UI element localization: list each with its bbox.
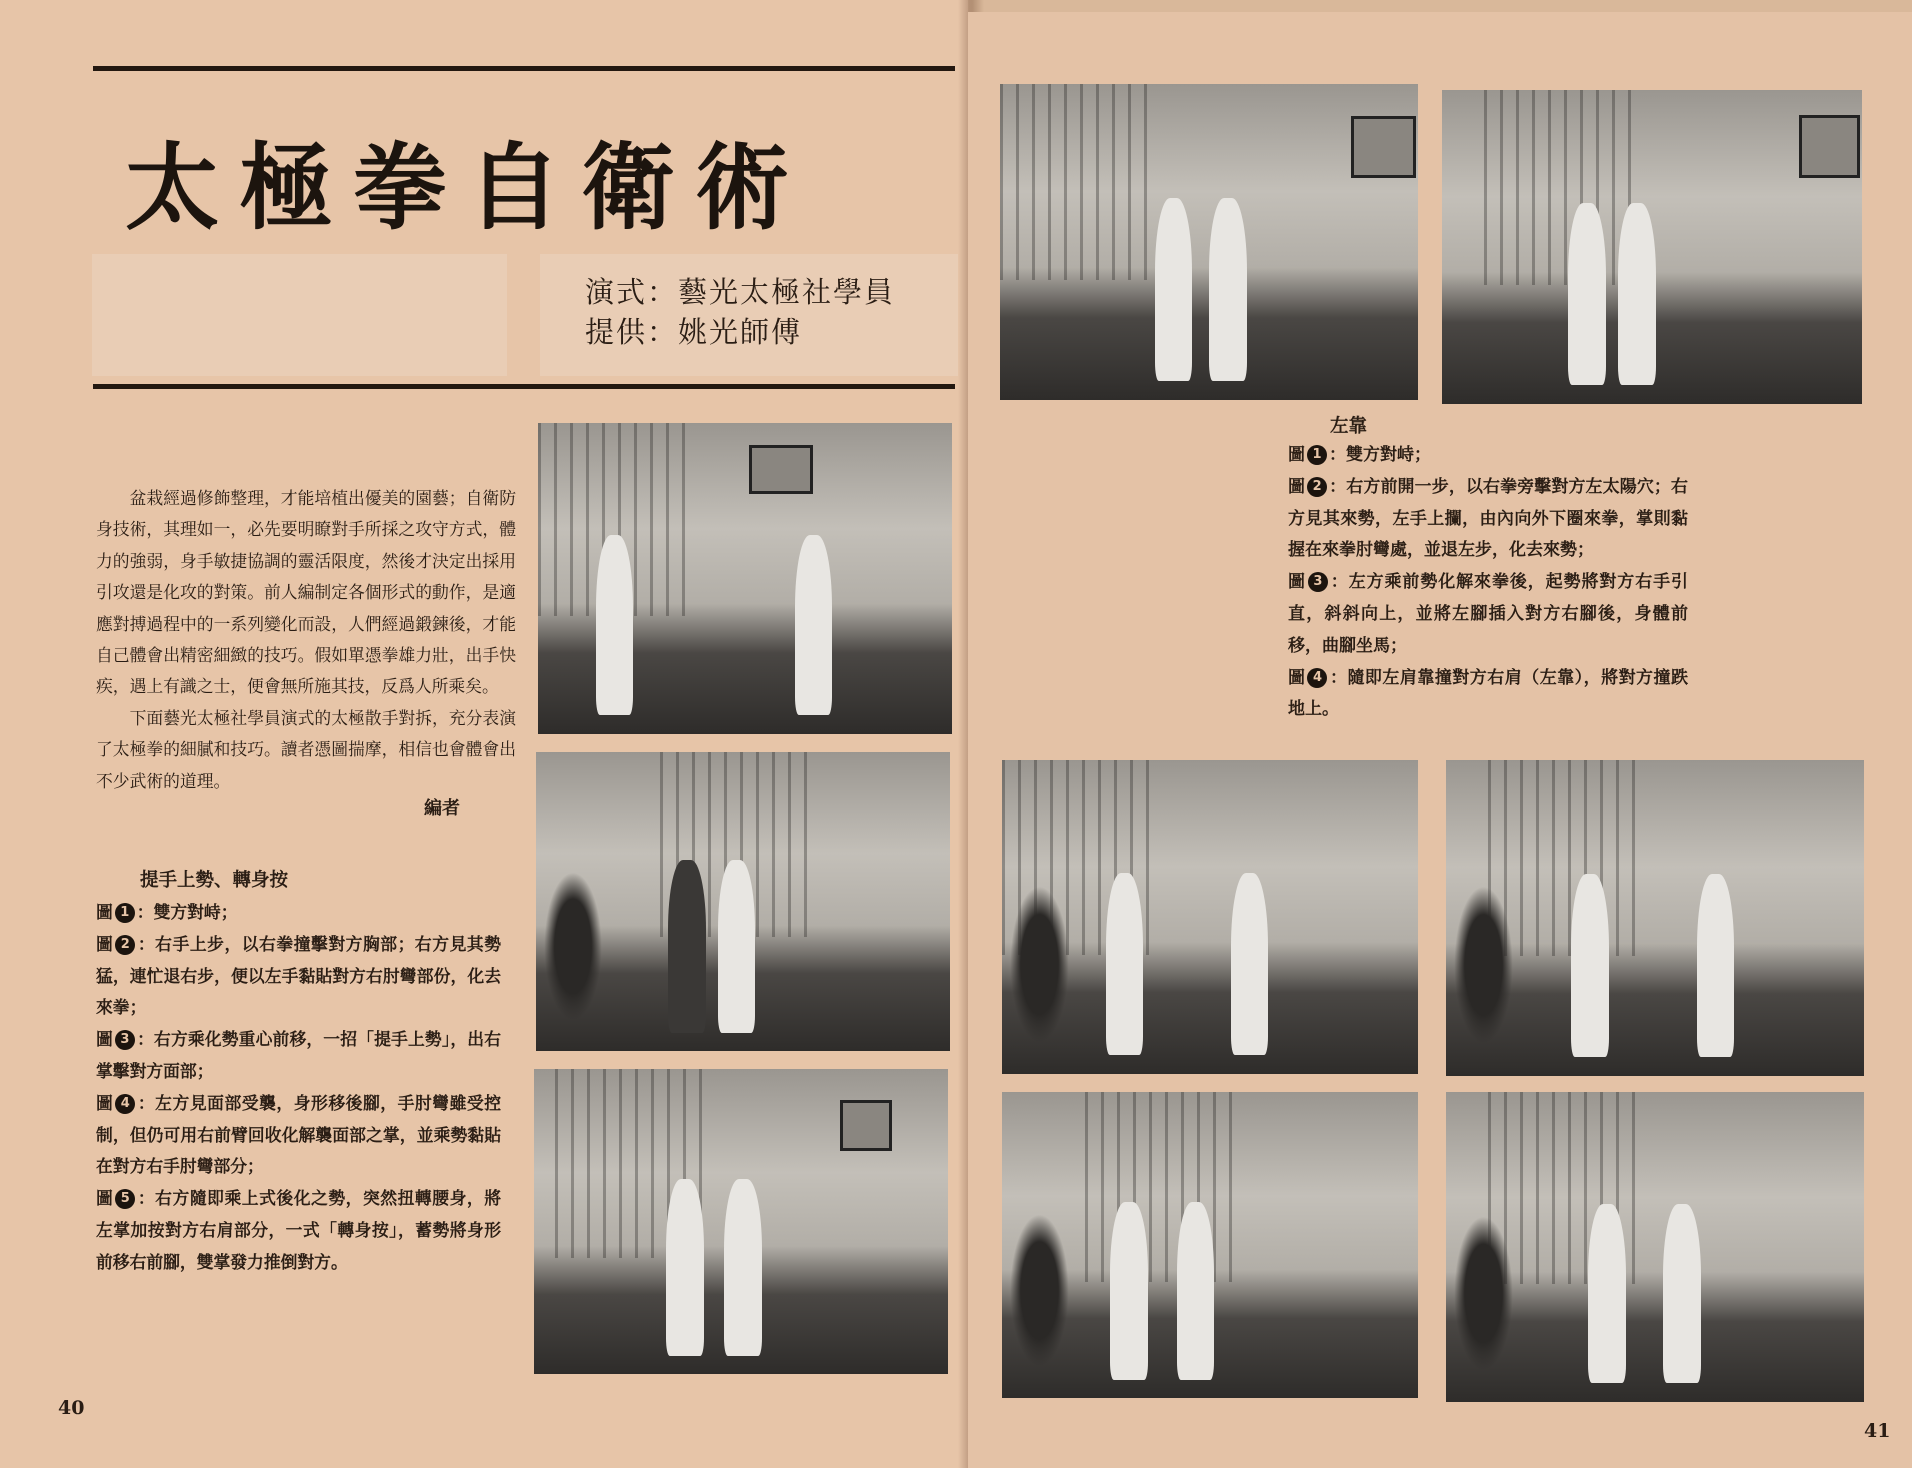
step-number: 1 <box>1307 445 1327 465</box>
step-number: 2 <box>115 935 135 955</box>
section2-steps <box>1288 440 1688 726</box>
section1-steps <box>96 897 501 1279</box>
photo-left-1 <box>538 423 952 734</box>
article-title: 太極拳自衛術 <box>125 134 810 243</box>
credit-provider <box>585 310 802 351</box>
list-item <box>96 897 501 929</box>
step-label: 圖 <box>1288 476 1306 497</box>
page-number-right: 41 <box>1864 1420 1891 1442</box>
list-item <box>96 1024 501 1088</box>
step-number: 2 <box>1307 477 1327 497</box>
step-label: 圖 <box>1288 445 1305 465</box>
step-number: 3 <box>115 1030 135 1050</box>
step-label: 圖 <box>1288 572 1306 593</box>
section2-title: 左靠 <box>1330 416 1368 437</box>
photo-left-3 <box>534 1069 948 1374</box>
list-item <box>1288 472 1688 567</box>
step-label: 圖 <box>96 1092 114 1113</box>
photo-right-6 <box>1446 1092 1864 1402</box>
step-number: 1 <box>115 903 135 923</box>
step-text: ：右方前開一步，以右拳旁擊對方左太陽穴；右方見其來勢，左手上攔，由內向外下圈來拳，掌則黏握在來拳肘彎處，並退左步，化去來勢； <box>1288 476 1689 561</box>
step-text: ：右方乘化勢重心前移，一招「提手上勢」，出右掌擊對方面部； <box>96 1029 501 1081</box>
photo-right-4 <box>1446 760 1864 1076</box>
step-text: ：右手上步，以右拳撞擊對方胸部；右方見其勢猛，連忙退右步，便以左手黏貼對方右肘彎部份，化去來拳； <box>96 933 501 1018</box>
list-item <box>96 1183 501 1278</box>
top-rule <box>93 66 955 71</box>
list-item <box>96 929 501 1024</box>
photo-right-3 <box>1002 760 1418 1074</box>
photo-right-2 <box>1442 90 1862 404</box>
photo-right-5 <box>1002 1092 1418 1398</box>
step-text: ：隨即左肩靠撞對方右肩（左靠），將對方撞跌地上。 <box>1288 667 1689 720</box>
step-label: 圖 <box>96 1188 114 1209</box>
step-number: 3 <box>1308 572 1328 592</box>
page-number-left: 40 <box>58 1397 85 1419</box>
list-item <box>1288 567 1688 662</box>
mid-rule <box>93 384 955 389</box>
step-label: 圖 <box>96 1029 113 1050</box>
step-text: ：右方隨即乘上式後化之勢，突然扭轉腰身，將左掌加按對方右肩部分，一式「轉身按」，蓄勢將身形前移右前腳，雙掌發力推倒對方。 <box>96 1188 501 1272</box>
intro-paragraph-1: 盆栽經過修飾整理，才能培植出優美的園藝；自衛防身技術，其理如一，必先要明瞭對手所採之攻守方式，體力的強弱，身手敏捷協調的靈活限度，然後才決定出採用引攻還是化攻的對策。前人編制定各個形式的動作，是適應對搏過程中的一系列變化而設，人們經過鍛鍊後，才能自己體會出精密細緻的技巧。假如單憑拳雄力壯，出手快疾，遇上有識之士，便會無所施其技，反爲人所乘矣。 <box>96 488 516 697</box>
shade-panel-left <box>92 254 507 376</box>
intro-paragraph-2: 下面藝光太極社學員演式的太極散手對拆，充分表演了太極拳的細膩和技巧。讀者憑圖揣摩，相信也會體會出不少武術的道理。 <box>96 707 516 791</box>
step-text: ：左方見面部受襲，身形移後腳，手肘彎雖受控制，但仍可用右前臂回收化解襲面部之掌，並乘勢黏貼在對方右手肘彎部分； <box>96 1092 501 1177</box>
step-label: 圖 <box>96 933 114 954</box>
list-item <box>96 1088 501 1183</box>
step-number: 4 <box>115 1094 135 1114</box>
photo-left-2 <box>536 752 950 1051</box>
step-number: 4 <box>1307 668 1327 688</box>
list-item <box>1288 440 1688 472</box>
section1-title: 提手上勢、轉身按 <box>140 870 289 891</box>
credit-performer <box>585 270 895 311</box>
step-text: ：雙方對峙； <box>136 902 238 922</box>
intro-text <box>96 483 516 797</box>
editor-signature: 編者 <box>424 798 460 819</box>
credit-provider-label: 提供： <box>585 315 679 349</box>
step-label: 圖 <box>96 902 113 922</box>
credit-performer-label: 演式： <box>585 275 679 309</box>
step-number: 5 <box>115 1189 135 1209</box>
photo-right-1 <box>1000 84 1418 400</box>
step-text: ：雙方對峙； <box>1329 445 1431 465</box>
credit-performer-value: 藝光太極社學員 <box>678 275 896 309</box>
step-label: 圖 <box>1288 667 1306 688</box>
step-text: ：左方乘前勢化解來拳後，起勢將對方右手引直，斜斜向上，並將左腳插入對方右腳後，身體前移，曲腳坐馬； <box>1288 572 1689 656</box>
list-item <box>1288 663 1688 727</box>
credit-provider-value: 姚光師傅 <box>678 315 803 349</box>
right-page <box>968 12 1912 1468</box>
